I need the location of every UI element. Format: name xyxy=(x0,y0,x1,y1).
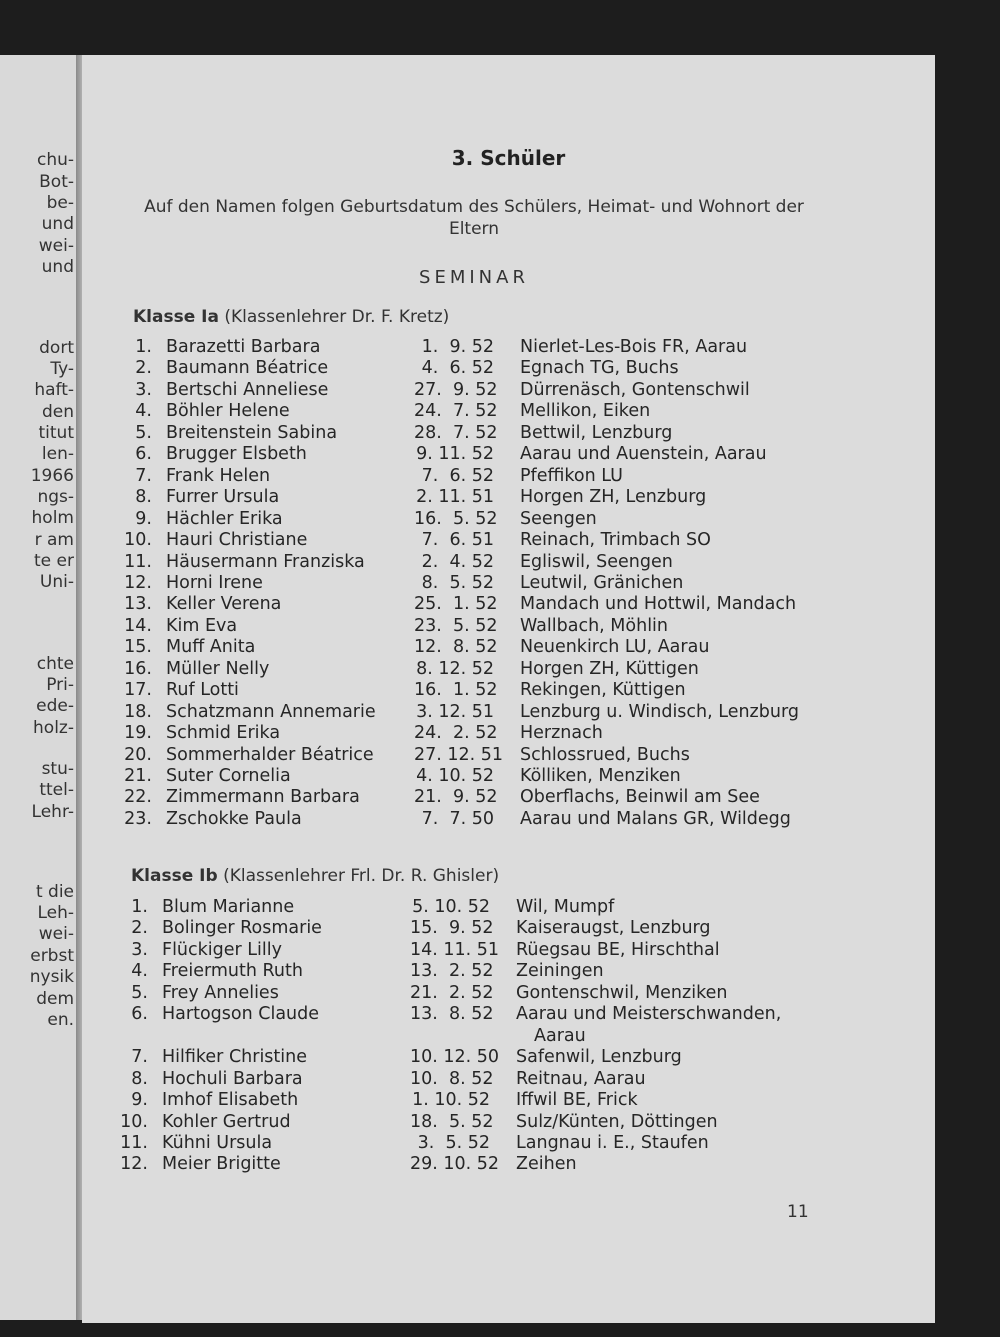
student-number: 9. xyxy=(131,1090,148,1111)
student-name: Imhof Elisabeth xyxy=(162,1090,299,1111)
student-number: 1. xyxy=(131,897,148,917)
birth-date: 7. 7. 50 xyxy=(421,808,494,829)
home-residence: Pfeffikon LU xyxy=(520,465,623,486)
birth-date: 24. 7. 52 xyxy=(414,401,498,422)
left-page-text-fragment: 1966 xyxy=(30,466,74,486)
student-number: 11. xyxy=(120,1132,148,1153)
home-residence: Mandach und Hottwil, Mandach xyxy=(520,594,797,615)
student-name: Böhler Helene xyxy=(166,401,290,422)
student-number: 15. xyxy=(124,637,152,658)
student-name: Schmid Erika xyxy=(166,723,281,744)
birth-date: 9. 11. 52 xyxy=(416,444,494,465)
home-residence: Rüegsau BE, Hirschthal xyxy=(516,939,720,960)
left-page-text-fragment: wei- xyxy=(38,236,74,256)
home-residence: Herznach xyxy=(520,723,603,744)
left-page-text-fragment: erbst xyxy=(30,946,74,966)
student-number: 18. xyxy=(124,701,152,722)
home-residence: Wil, Mumpf xyxy=(516,897,615,917)
home-residence: Horgen ZH, Lenzburg xyxy=(520,487,707,508)
home-residence: Aarau und Auenstein, Aarau xyxy=(520,444,767,465)
birth-date: 21. 2. 52 xyxy=(410,982,494,1003)
left-page-text-fragment: r am xyxy=(34,530,74,550)
birth-date: 7. 6. 52 xyxy=(421,465,494,486)
birth-date: 27. 9. 52 xyxy=(414,379,498,400)
student-name: Bolinger Rosmarie xyxy=(162,918,322,939)
student-number: 9. xyxy=(135,508,152,529)
student-number: 20. xyxy=(124,744,152,765)
birth-date: 27. 12. 51 xyxy=(414,744,504,765)
left-page-text-fragment: titut xyxy=(38,423,74,443)
birth-date: 2. 11. 51 xyxy=(416,487,494,508)
birth-date: 14. 11. 51 xyxy=(410,939,500,960)
student-number: 7. xyxy=(135,465,152,486)
student-name: Barazetti Barbara xyxy=(166,337,321,357)
student-name: Flückiger Lilly xyxy=(162,939,282,960)
home-residence: Neuenkirch LU, Aarau xyxy=(520,637,710,658)
student-name: Schatzmann Annemarie xyxy=(166,701,376,722)
student-name: Brugger Elsbeth xyxy=(166,444,307,465)
home-residence: Egnach TG, Buchs xyxy=(520,358,679,379)
page-number: 11 xyxy=(787,1202,809,1222)
birth-date: 2. 4. 52 xyxy=(421,551,494,572)
left-page-text-fragment: dem xyxy=(36,989,74,1009)
student-name: Zimmermann Barbara xyxy=(166,787,360,808)
birth-date: 4. 6. 52 xyxy=(421,358,494,379)
home-residence: Aarau und Meisterschwanden, xyxy=(516,1004,782,1025)
birth-date: 29. 10. 52 xyxy=(410,1154,500,1175)
student-number: 4. xyxy=(135,401,152,422)
left-page-text-fragment: ttel- xyxy=(39,780,74,800)
home-residence: Nierlet-Les-Bois FR, Aarau xyxy=(520,337,748,357)
student-name: Frank Helen xyxy=(166,465,271,486)
home-residence: Kölliken, Menziken xyxy=(520,766,681,786)
student-number: 8. xyxy=(131,1068,148,1089)
student-number: 13. xyxy=(124,594,152,615)
home-residence: Oberflachs, Beinwil am See xyxy=(520,787,760,808)
student-name: Hächler Erika xyxy=(166,508,283,529)
home-residence: Schlossrued, Buchs xyxy=(520,744,690,765)
student-number: 2. xyxy=(135,358,152,379)
page xyxy=(82,55,935,1323)
home-residence: Egliswil, Seengen xyxy=(520,551,673,572)
left-page-text-fragment: ede- xyxy=(36,696,74,716)
intro-text: Auf den Namen folgen Geburtsdatum des Schülers, Heimat- und Wohnort der Eltern xyxy=(144,197,804,239)
student-name: Bertschi Anneliese xyxy=(166,379,329,400)
student-number: 22. xyxy=(124,787,152,808)
home-residence: Gontenschwil, Menziken xyxy=(516,982,728,1003)
student-name: Keller Verena xyxy=(166,594,282,615)
birth-date: 18. 5. 52 xyxy=(410,1111,494,1132)
birth-date: 3. 12. 51 xyxy=(416,701,494,722)
class-a-label: Klasse Ia xyxy=(133,307,219,327)
student-number: 23. xyxy=(124,808,152,829)
birth-date: 7. 6. 51 xyxy=(421,530,494,551)
home-residence: Aarau und Malans GR, Wildegg xyxy=(520,808,791,829)
student-name: Müller Nelly xyxy=(166,658,270,679)
student-name: Sommerhalder Béatrice xyxy=(166,744,374,765)
home-residence: Rekingen, Küttigen xyxy=(520,680,686,701)
home-residence: Reinach, Trimbach SO xyxy=(520,530,711,551)
birth-date: 12. 8. 52 xyxy=(414,637,498,658)
student-name: Hauri Christiane xyxy=(166,530,308,551)
student-name: Freiermuth Ruth xyxy=(162,961,303,982)
birth-date: 15. 9. 52 xyxy=(410,918,494,939)
home-residence: Zeiningen xyxy=(516,961,604,982)
student-number: 2. xyxy=(131,918,148,939)
left-page-text-fragment: Ty- xyxy=(50,359,74,379)
student-name: Horni Irene xyxy=(166,572,263,593)
student-number: 4. xyxy=(131,961,148,982)
student-number: 6. xyxy=(131,1004,148,1025)
left-page-text-fragment: ngs- xyxy=(37,487,74,507)
student-name: Hartogson Claude xyxy=(162,1004,320,1025)
student-name: Zschokke Paula xyxy=(166,808,302,829)
birth-date: 1. 9. 52 xyxy=(421,337,494,357)
student-number: 3. xyxy=(135,379,152,400)
student-number: 12. xyxy=(120,1154,148,1175)
birth-date: 3. 5. 52 xyxy=(417,1132,490,1153)
birth-date: 5. 10. 52 xyxy=(412,897,490,917)
left-page-text-fragment: en. xyxy=(47,1010,74,1030)
left-page-text-fragment: chu- xyxy=(36,150,74,170)
left-page-text-fragment: den xyxy=(41,402,74,422)
home-residence: Bettwil, Lenzburg xyxy=(520,422,673,443)
student-name: Kühni Ursula xyxy=(162,1132,273,1153)
left-page-text-fragment: te er xyxy=(34,551,74,571)
left-page-text-fragment: Leh- xyxy=(37,903,74,923)
home-residence: Kaiseraugst, Lenzburg xyxy=(516,918,711,939)
home-residence: Seengen xyxy=(520,508,597,529)
home-residence-continued: Aarau xyxy=(534,1025,586,1046)
home-residence: Safenwil, Lenzburg xyxy=(516,1047,682,1068)
birth-date: 16. 1. 52 xyxy=(414,680,498,701)
birth-date: 8. 5. 52 xyxy=(421,572,494,593)
student-number: 7. xyxy=(131,1047,148,1068)
student-name: Hilfiker Christine xyxy=(162,1047,308,1068)
birth-date: 8. 12. 52 xyxy=(416,658,494,679)
left-page-text-fragment: stu- xyxy=(41,759,74,779)
birth-date: 24. 2. 52 xyxy=(414,723,498,744)
student-name: Muff Anita xyxy=(166,637,256,658)
birth-date: 4. 10. 52 xyxy=(416,766,494,786)
home-residence: Lenzburg u. Windisch, Lenzburg xyxy=(520,701,799,722)
student-number: 8. xyxy=(135,487,152,508)
student-number: 3. xyxy=(131,939,148,960)
left-page-text-fragment: Bot- xyxy=(39,172,74,192)
birth-date: 25. 1. 52 xyxy=(414,594,498,615)
left-page-text-fragment: len- xyxy=(41,444,74,464)
left-page-text-fragment: holm xyxy=(31,508,74,528)
home-residence: Wallbach, Möhlin xyxy=(520,615,669,636)
student-number: 14. xyxy=(124,615,152,636)
student-name: Blum Marianne xyxy=(162,897,295,917)
student-name: Suter Cornelia xyxy=(166,766,291,786)
left-page-text-fragment: Pri- xyxy=(46,675,74,695)
student-name: Ruf Lotti xyxy=(166,680,239,701)
birth-date: 28. 7. 52 xyxy=(414,422,498,443)
home-residence: Mellikon, Eiken xyxy=(520,401,651,422)
home-residence: Zeihen xyxy=(516,1154,577,1175)
student-name: Furrer Ursula xyxy=(166,487,280,508)
class-a-heading xyxy=(133,307,449,327)
student-number: 16. xyxy=(124,658,152,679)
student-number: 1. xyxy=(135,337,152,357)
student-number: 6. xyxy=(135,444,152,465)
left-page-text-fragment: wei- xyxy=(38,924,74,944)
student-name: Frey Annelies xyxy=(162,982,279,1003)
left-page-text-fragment: t die xyxy=(35,882,74,902)
left-page-text-fragment: Lehr- xyxy=(31,802,74,822)
home-residence: Iffwil BE, Frick xyxy=(516,1090,638,1111)
student-number: 12. xyxy=(124,572,152,593)
class-b-label: Klasse Ib xyxy=(131,866,218,886)
birth-date: 10. 12. 50 xyxy=(410,1047,500,1068)
student-name: Kim Eva xyxy=(166,615,238,636)
left-page-text-fragment: holz- xyxy=(33,718,74,738)
home-residence: Leutwil, Gränichen xyxy=(520,572,684,593)
birth-date: 21. 9. 52 xyxy=(414,787,498,808)
student-number: 21. xyxy=(124,766,152,786)
page-title: 3. Schüler xyxy=(451,146,566,170)
left-page-text-fragment: dort xyxy=(39,338,74,358)
student-name: Hochuli Barbara xyxy=(162,1068,303,1089)
student-number: 17. xyxy=(124,680,152,701)
home-residence: Langnau i. E., Staufen xyxy=(516,1132,709,1153)
section-title: SEMINAR xyxy=(419,267,529,288)
birth-date: 16. 5. 52 xyxy=(414,508,498,529)
class-b-teacher: (Klassenlehrer Frl. Dr. R. Ghisler) xyxy=(223,866,500,886)
student-number: 5. xyxy=(135,422,152,443)
home-residence: Reitnau, Aarau xyxy=(516,1068,646,1089)
left-page-text-fragment: nysik xyxy=(29,967,74,987)
birth-date: 13. 2. 52 xyxy=(410,961,494,982)
student-number: 19. xyxy=(124,723,152,744)
left-page-text-fragment: be- xyxy=(46,193,74,213)
home-residence: Sulz/Künten, Döttingen xyxy=(516,1111,718,1132)
student-name: Breitenstein Sabina xyxy=(166,422,338,443)
left-page-text-fragment: und xyxy=(41,214,74,234)
birth-date: 10. 8. 52 xyxy=(410,1068,494,1089)
student-number: 10. xyxy=(120,1111,148,1132)
left-page-text-fragment: haft- xyxy=(34,380,74,400)
birth-date: 13. 8. 52 xyxy=(410,1004,494,1025)
class-b-heading xyxy=(131,866,499,886)
student-number: 11. xyxy=(124,551,152,572)
birth-date: 23. 5. 52 xyxy=(414,615,498,636)
left-page-text-fragment: und xyxy=(41,257,74,277)
home-residence: Dürrenäsch, Gontenschwil xyxy=(520,379,750,400)
student-name: Baumann Béatrice xyxy=(166,358,329,379)
student-number: 5. xyxy=(131,982,148,1003)
student-name: Meier Brigitte xyxy=(162,1154,281,1175)
class-a-teacher: (Klassenlehrer Dr. F. Kretz) xyxy=(224,307,450,327)
left-page-text-fragment: chte xyxy=(36,654,74,674)
home-residence: Horgen ZH, Küttigen xyxy=(520,658,699,679)
student-name: Kohler Gertrud xyxy=(162,1111,291,1132)
left-page-text-fragment: Uni- xyxy=(39,572,74,592)
birth-date: 1. 10. 52 xyxy=(412,1090,490,1111)
student-number: 10. xyxy=(124,530,152,551)
previous-page-edge xyxy=(0,55,78,1320)
student-name: Häusermann Franziska xyxy=(166,551,365,572)
